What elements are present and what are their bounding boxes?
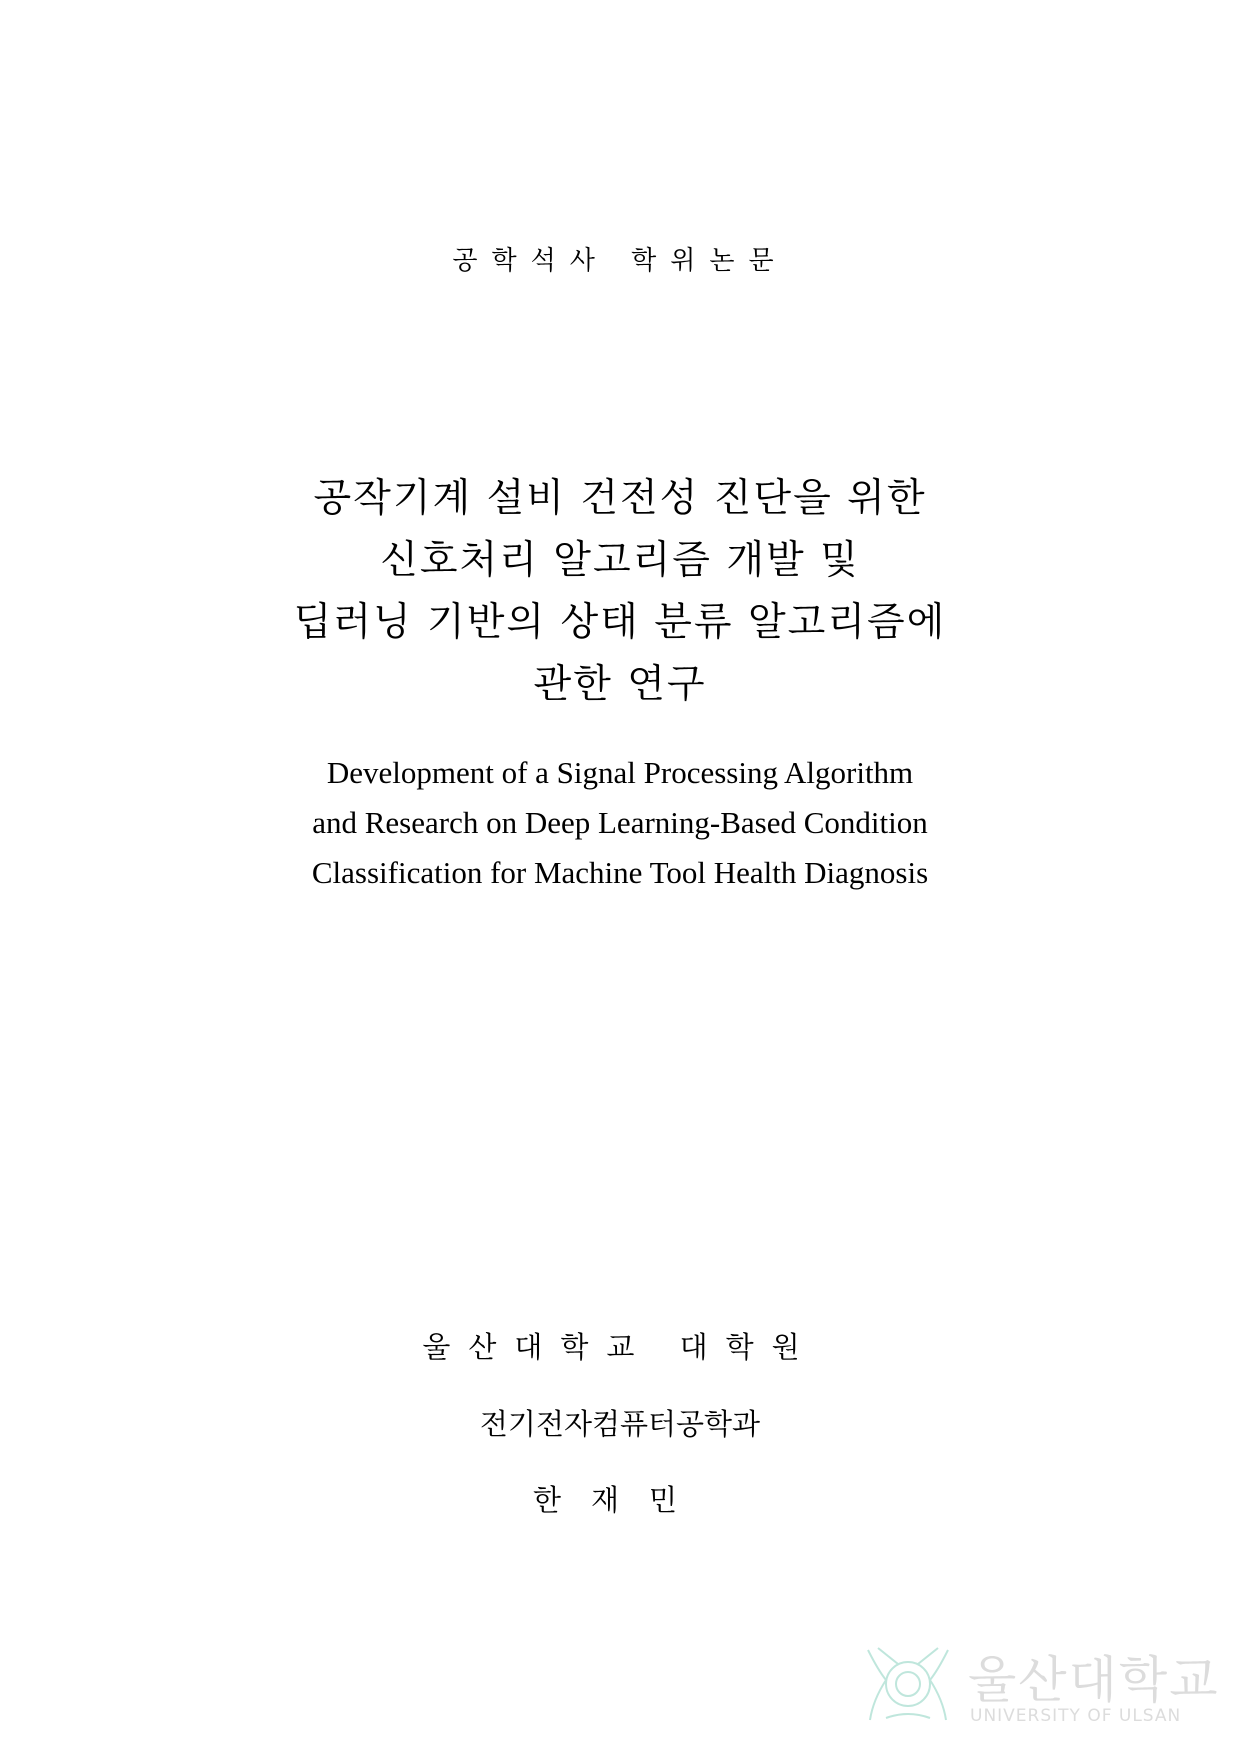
university-watermark xyxy=(858,1640,1228,1730)
english-title-line: Classification for Machine Tool Health Diagnosis xyxy=(311,855,929,890)
english-title-line: and Research on Deep Learning-Based Condition xyxy=(312,805,928,840)
korean-title-line: 공작기계 설비 건전성 진단을 위한 xyxy=(313,476,927,521)
korean-title-line: 관한 연구 xyxy=(533,662,707,707)
author: 한재민 xyxy=(532,1483,708,1517)
korean-title-line: 딥러닝 기반의 상태 분류 알고리즘에 xyxy=(293,600,947,645)
english-title xyxy=(0,748,1240,898)
korean-title-line: 신호처리 알고리즘 개발 및 xyxy=(380,538,860,583)
department: 전기전자컴퓨터공학과 xyxy=(479,1407,761,1441)
korean-title xyxy=(0,468,1240,716)
watermark-name-korean: 울산대학교 xyxy=(968,1651,1220,1709)
university: 울산대학교 대학원 xyxy=(422,1330,818,1364)
university-emblem-icon xyxy=(858,1640,958,1728)
degree-type: 공학석사 학위논문 xyxy=(452,246,788,276)
watermark-name-english: UNIVERSITY OF ULSAN xyxy=(970,1706,1182,1726)
english-title-line: Development of a Signal Processing Algorithm xyxy=(326,755,914,790)
